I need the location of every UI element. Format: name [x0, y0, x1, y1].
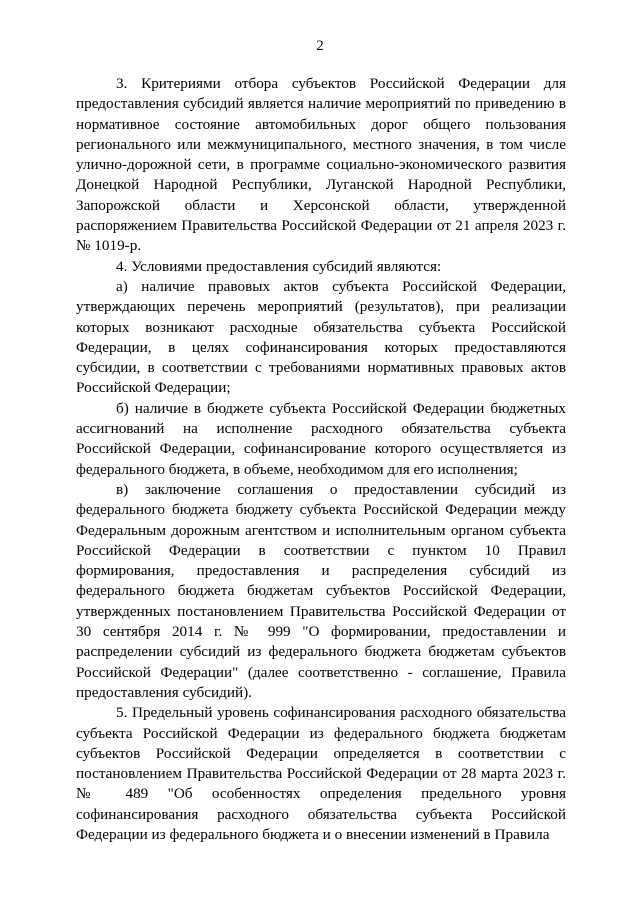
paragraph-condition-a: а) наличие правовых актов субъекта Российской Федерации, утверждающих перечень мероприятий (результатов), при реализации которых возникают расходные обязательства субъекта Российской Федерации, в целях софинансирования которых предоставляются субсидии, в соответствии с требованиями нормативных правовых актов Российской Федерации; [76, 277, 566, 397]
paragraph-condition-b: б) наличие в бюджете субъекта Российской Федерации бюджетных ассигнований на исполнение расходного обязательства субъекта Российской Федерации, софинансирование которого осуществляется из федерального бюджета, в объеме, необходимом для его исполнения; [76, 399, 566, 478]
paragraph-criteria: 3. Критериями отбора субъектов Российской Федерации для предоставления субсидий является наличие мероприятий по приведению в нормативное состояние автомобильных дорог общего пользования регионального или межмуниципального, местного значения, в том числе улично-дорожной сети, в программе социально-экономического развития Донецкой Народной Республики, Луганской Народной Республики, Запорожской области и Херсонской области, утвержденной распоряжением Правительства Российской Федерации от 21 апреля 2023 г. № 1019-р. [76, 75, 566, 255]
page-number: 2 [316, 38, 324, 54]
paragraph-conditions-heading: 4. Условиями предоставления субсидий являются: [116, 257, 442, 275]
paragraph-condition-c: в) заключение соглашения о предоставлении субсидий из федерального бюджета бюджету субъекта Российской Федерации между Федеральным дорожным агентством и исполнительным органом субъекта Российской Федерации в соответствии с пунктом 10 Правил формирования, предоставления и распределения субсидий из федерального бюджета бюджетам субъектов Российской Федерации, утвержденных постановлением Правительства Российской Федерации от 30 сентября 2014 г. № 999 "О формировании, предоставлении и распределении субсидий из федерального бюджета бюджетам субъектов Российской Федерации" (далее соответственно - соглашение, Правила предоставления субсидий). [76, 480, 566, 701]
paragraph-cofinancing-level: 5. Предельный уровень софинансирования расходного обязательства субъекта Российской Федерации из федерального бюджета бюджетам субъектов Российской Федерации определяется в соответствии с постановлением Правительства Российской Федерации от 28 марта 2023 г. № 489 "Об особенностях определения предельного уровня софинансирования расходного обязательства субъекта Российской Федерации из федерального бюджета и о внесении изменений в Правила [76, 704, 566, 843]
document-body [76, 74, 566, 845]
